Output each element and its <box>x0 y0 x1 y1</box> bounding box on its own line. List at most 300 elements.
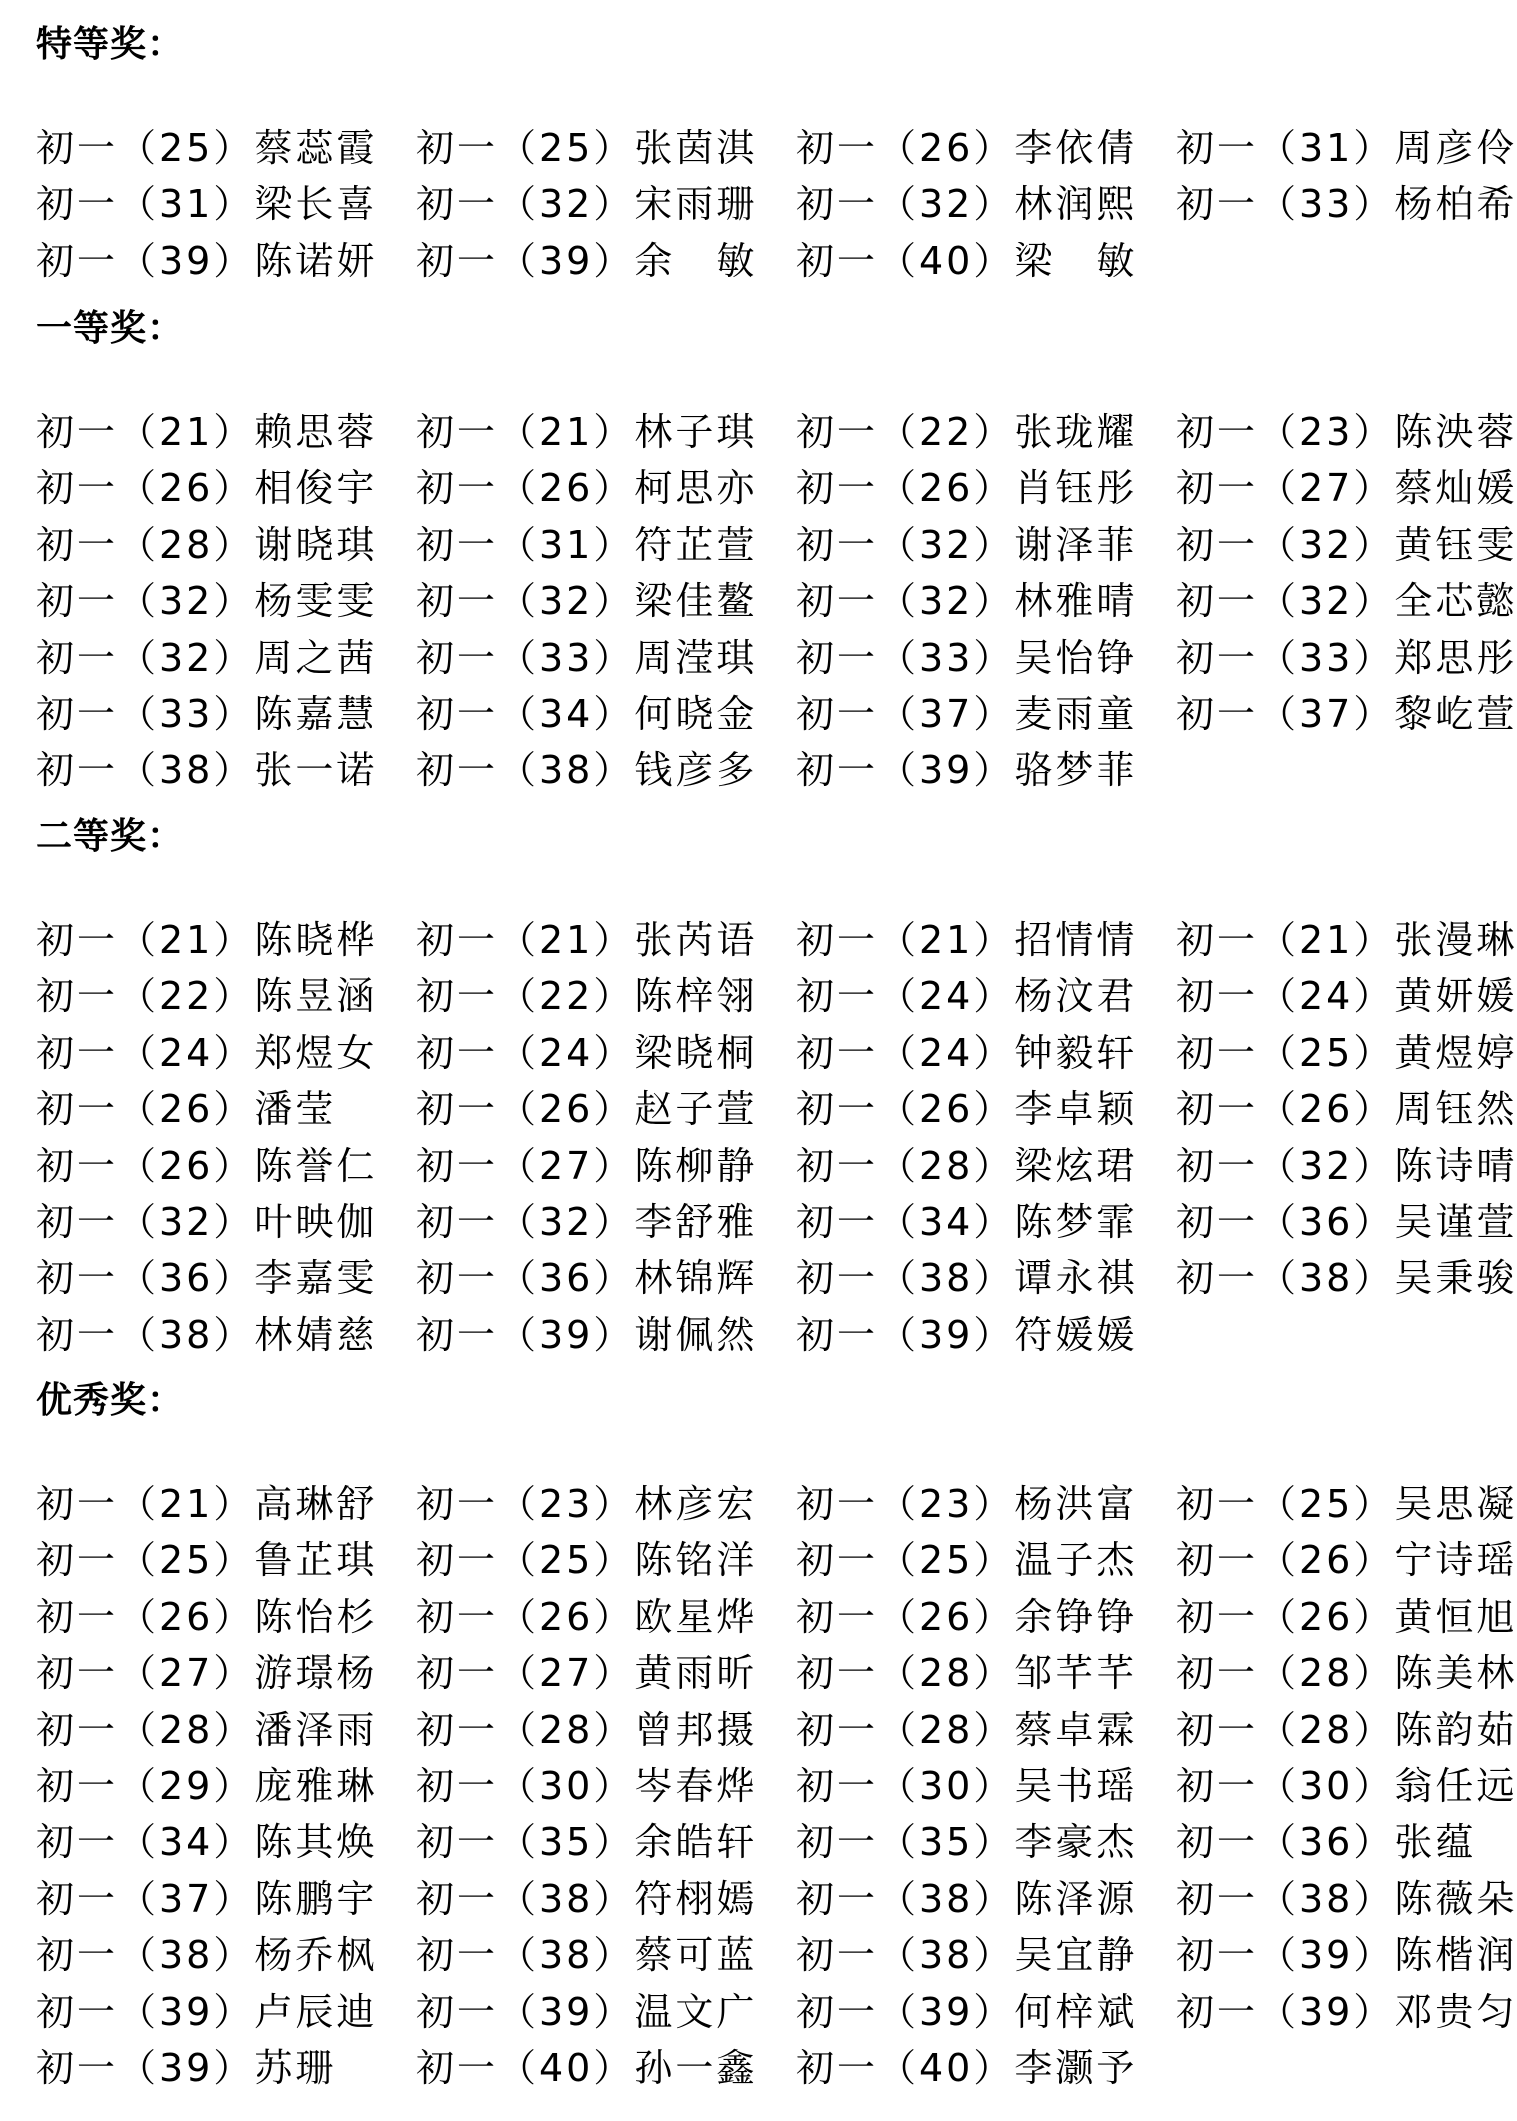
award-entry <box>416 634 757 682</box>
class-label: 初一（30） <box>416 1764 635 1808</box>
award-entry <box>36 1649 377 1697</box>
award-entry <box>36 1593 377 1641</box>
student-name: 翁任远 <box>1394 1764 1517 1808</box>
student-name: 符栩嫣 <box>634 1876 758 1921</box>
award-entry <box>796 1254 1137 1302</box>
award-entry <box>1176 1649 1517 1697</box>
class-label: 初一（39） <box>416 1312 635 1357</box>
student-name: 吴秉骏 <box>1394 1256 1517 1301</box>
class-label: 初一（29） <box>36 1764 255 1808</box>
student-name: 吴书瑶 <box>1014 1764 1138 1808</box>
class-label: 初一（32） <box>1176 522 1395 567</box>
award-entry <box>36 1988 377 2036</box>
award-entry <box>796 1480 1137 1528</box>
student-name: 岑春烨 <box>634 1764 758 1808</box>
award-entry <box>1176 180 1517 228</box>
award-entry <box>1176 408 1517 456</box>
class-label: 初一（39） <box>416 238 635 283</box>
student-name: 梁佳鳌 <box>634 579 758 624</box>
class-label: 初一（39） <box>416 1989 635 2034</box>
award-entry <box>796 1706 1137 1754</box>
award-entry <box>796 408 1137 456</box>
student-name: 杨汶君 <box>1014 974 1138 1019</box>
student-name: 张一诺 <box>254 748 378 793</box>
class-label: 初一（26） <box>796 1087 1015 1132</box>
award-entry <box>1176 690 1517 738</box>
award-entry <box>416 972 757 1020</box>
section-heading: 优秀奖： <box>36 1379 185 1421</box>
student-name: 邓贵匀 <box>1394 1989 1517 2034</box>
class-label: 初一（38） <box>796 1256 1015 1301</box>
award-entry <box>36 690 377 738</box>
student-name: 陈泽源 <box>1014 1876 1138 1921</box>
award-entry <box>796 1762 1137 1810</box>
class-label: 初一（39） <box>796 1989 1015 2034</box>
award-entry <box>416 1142 757 1190</box>
award-entry <box>796 1029 1137 1077</box>
award-entry <box>416 1931 757 1979</box>
class-label: 初一（32） <box>796 579 1015 624</box>
class-label: 初一（32） <box>36 1200 255 1244</box>
award-entry <box>796 1536 1137 1584</box>
class-label: 初一（22） <box>796 410 1015 454</box>
student-name: 庞雅琳 <box>254 1764 378 1808</box>
award-entry <box>796 1085 1137 1133</box>
award-entry <box>36 1875 377 1923</box>
class-label: 初一（26） <box>416 1087 635 1132</box>
class-label: 初一（32） <box>796 522 1015 567</box>
student-name: 张珑耀 <box>1014 410 1138 454</box>
student-name: 陈诗晴 <box>1394 1143 1517 1188</box>
award-entry <box>1176 1536 1517 1584</box>
award-entry <box>36 521 377 569</box>
class-label: 初一（25） <box>416 1538 635 1583</box>
class-label: 初一（38） <box>416 748 635 793</box>
award-entry <box>36 124 377 172</box>
award-entry <box>36 1818 377 1866</box>
award-entry <box>796 1931 1137 1979</box>
class-label: 初一（28） <box>36 522 255 567</box>
award-entry <box>416 577 757 625</box>
class-label: 初一（38） <box>1176 1256 1395 1301</box>
award-entry <box>1176 634 1517 682</box>
class-label: 初一（27） <box>416 1143 635 1188</box>
class-label: 初一（36） <box>1176 1820 1395 1865</box>
award-entry <box>1176 464 1517 512</box>
student-name: 蔡蕊霞 <box>254 126 378 170</box>
student-name: 谢泽菲 <box>1014 522 1138 567</box>
class-label: 初一（28） <box>1176 1651 1395 1696</box>
student-name: 潘泽雨 <box>254 1707 378 1752</box>
student-name: 李依倩 <box>1014 126 1138 170</box>
student-name: 鲁芷琪 <box>254 1538 378 1583</box>
award-entry <box>416 124 757 172</box>
student-name: 钟毅轩 <box>1014 1030 1138 1075</box>
award-entry <box>1176 1085 1517 1133</box>
student-name: 吴怡铮 <box>1014 635 1138 680</box>
award-entry <box>416 464 757 512</box>
student-name: 招情情 <box>1014 918 1138 962</box>
student-name: 陈梓翎 <box>634 974 758 1019</box>
class-label: 初一（33） <box>36 692 255 736</box>
student-name: 张芮语 <box>634 918 758 962</box>
class-label: 初一（30） <box>1176 1764 1395 1808</box>
student-name: 陈楷润 <box>1394 1933 1517 1978</box>
class-label: 初一（39） <box>796 748 1015 793</box>
class-label: 初一（26） <box>796 1594 1015 1639</box>
class-label: 初一（33） <box>796 635 1015 680</box>
student-name: 何晓金 <box>634 692 758 736</box>
student-name: 高琳舒 <box>254 1482 378 1526</box>
class-label: 初一（23） <box>796 1482 1015 1526</box>
section-heading: 一等奖： <box>36 307 185 349</box>
award-entry <box>1176 521 1517 569</box>
award-entry <box>36 1931 377 1979</box>
class-label: 初一（25） <box>36 126 255 170</box>
class-label: 初一（38） <box>796 1933 1015 1978</box>
award-entry <box>1176 1875 1517 1923</box>
student-name: 张漫琳 <box>1394 918 1517 962</box>
award-entry <box>36 180 377 228</box>
award-entry <box>36 916 377 964</box>
award-entry <box>416 1593 757 1641</box>
award-entry <box>796 972 1137 1020</box>
class-label: 初一（39） <box>36 1989 255 2034</box>
award-entry <box>416 237 757 285</box>
award-entry <box>36 1198 377 1246</box>
class-label: 初一（21） <box>36 918 255 962</box>
class-label: 初一（39） <box>1176 1989 1395 2034</box>
award-entry <box>36 1142 377 1190</box>
class-label: 初一（25） <box>36 1538 255 1583</box>
class-label: 初一（26） <box>1176 1594 1395 1639</box>
student-name: 黎屹萱 <box>1394 692 1517 736</box>
class-label: 初一（28） <box>36 1707 255 1752</box>
award-entry <box>416 1198 757 1246</box>
award-entry <box>1176 1142 1517 1190</box>
student-name: 邹芊芊 <box>1014 1651 1138 1696</box>
student-name: 陈其焕 <box>254 1820 378 1865</box>
student-name: 梁长喜 <box>254 182 378 227</box>
class-label: 初一（38） <box>796 1876 1015 1921</box>
class-label: 初一（26） <box>36 1143 255 1188</box>
award-entry <box>416 521 757 569</box>
student-name: 周彦伶 <box>1394 126 1517 170</box>
student-name: 周滢琪 <box>634 635 758 680</box>
student-name: 欧星烨 <box>634 1594 758 1639</box>
student-name: 潘莹 <box>254 1087 337 1132</box>
section-heading: 特等奖： <box>36 23 185 65</box>
class-label: 初一（22） <box>36 974 255 1019</box>
award-entry <box>1176 972 1517 1020</box>
student-name: 李卓颖 <box>1014 1087 1138 1132</box>
class-label: 初一（38） <box>1176 1876 1395 1921</box>
student-name: 周之茜 <box>254 635 378 680</box>
student-name: 陈梦霏 <box>1014 1200 1138 1244</box>
award-entry <box>796 1142 1137 1190</box>
student-name: 陈泱蓉 <box>1394 410 1517 454</box>
student-name: 蔡卓霖 <box>1014 1707 1138 1752</box>
student-name: 陈嘉慧 <box>254 692 378 736</box>
student-name: 宁诗瑶 <box>1394 1538 1517 1583</box>
award-entry <box>36 1762 377 1810</box>
class-label: 初一（39） <box>796 1312 1015 1357</box>
student-name: 李灏予 <box>1014 2046 1138 2090</box>
student-name: 黄钰雯 <box>1394 522 1517 567</box>
class-label: 初一（32） <box>416 1200 635 1244</box>
class-label: 初一（26） <box>1176 1087 1395 1132</box>
class-label: 初一（38） <box>416 1933 635 1978</box>
award-entry <box>796 1988 1137 2036</box>
award-entry <box>1176 916 1517 964</box>
student-name: 陈韵茹 <box>1394 1707 1517 1752</box>
award-entry <box>36 2044 336 2092</box>
class-label: 初一（27） <box>1176 466 1395 511</box>
award-entry <box>1176 1931 1517 1979</box>
student-name: 余皓轩 <box>634 1820 758 1865</box>
award-entry <box>416 916 757 964</box>
class-label: 初一（25） <box>1176 1482 1395 1526</box>
class-label: 初一（26） <box>416 1594 635 1639</box>
award-entry <box>1176 1029 1517 1077</box>
class-label: 初一（28） <box>416 1707 635 1752</box>
student-name: 谢佩然 <box>634 1312 758 1357</box>
class-label: 初一（26） <box>796 466 1015 511</box>
award-entry <box>1176 1254 1517 1302</box>
student-name: 赵子萱 <box>634 1087 758 1132</box>
class-label: 初一（37） <box>1176 692 1395 736</box>
class-label: 初一（33） <box>1176 182 1395 227</box>
student-name: 陈鹏宇 <box>254 1876 378 1921</box>
student-name: 蔡灿媛 <box>1394 466 1517 511</box>
award-entry <box>1176 1818 1476 1866</box>
student-name: 陈誉仁 <box>254 1143 378 1188</box>
award-entry <box>416 1875 757 1923</box>
student-name: 杨雯雯 <box>254 579 378 624</box>
award-entry <box>36 634 377 682</box>
class-label: 初一（32） <box>416 579 635 624</box>
student-name: 黄雨昕 <box>634 1651 758 1696</box>
student-name: 梁晓桐 <box>634 1030 758 1075</box>
student-name: 蔡可蓝 <box>634 1933 758 1978</box>
student-name: 郑煜女 <box>254 1030 378 1075</box>
student-name: 孙一鑫 <box>634 2046 758 2090</box>
student-name: 黄妍媛 <box>1394 974 1517 1019</box>
class-label: 初一（24） <box>1176 974 1395 1019</box>
award-entry <box>796 1818 1137 1866</box>
award-entry <box>416 1536 757 1584</box>
class-label: 初一（38） <box>36 748 255 793</box>
class-label: 初一（36） <box>36 1256 255 1301</box>
award-entry <box>796 1311 1137 1359</box>
class-label: 初一（21） <box>1176 918 1395 962</box>
class-label: 初一（27） <box>416 1651 635 1696</box>
student-name: 赖思蓉 <box>254 410 378 454</box>
class-label: 初一（22） <box>416 974 635 1019</box>
student-name: 林润熙 <box>1014 182 1138 227</box>
class-label: 初一（28） <box>796 1143 1015 1188</box>
award-entry <box>36 1085 336 1133</box>
award-entry <box>416 1480 757 1528</box>
student-name: 宋雨珊 <box>634 182 758 227</box>
class-label: 初一（26） <box>796 126 1015 170</box>
student-name: 温子杰 <box>1014 1538 1138 1583</box>
student-name: 郑思彤 <box>1394 635 1517 680</box>
student-name: 符芷萱 <box>634 522 758 567</box>
student-name: 杨乔枫 <box>254 1933 378 1978</box>
award-entry <box>1176 124 1517 172</box>
student-name: 陈美林 <box>1394 1651 1517 1696</box>
student-name: 林锦辉 <box>634 1256 758 1301</box>
student-name: 吴谨萱 <box>1394 1200 1517 1244</box>
award-entry <box>36 1536 377 1584</box>
award-entry <box>416 1649 757 1697</box>
class-label: 初一（26） <box>36 466 255 511</box>
student-name: 温文广 <box>634 1989 758 2034</box>
student-name: 黄恒旭 <box>1394 1594 1517 1639</box>
class-label: 初一（39） <box>36 238 255 283</box>
class-label: 初一（35） <box>416 1820 635 1865</box>
student-name: 周钰然 <box>1394 1087 1517 1132</box>
award-entry <box>36 464 377 512</box>
student-name: 吴思凝 <box>1394 1482 1517 1526</box>
award-entry <box>36 1706 377 1754</box>
student-name: 陈薇朵 <box>1394 1876 1517 1921</box>
student-name: 谢晓琪 <box>254 522 378 567</box>
student-name: 符媛媛 <box>1014 1312 1138 1357</box>
award-entry <box>796 634 1137 682</box>
student-name: 叶映伽 <box>254 1200 378 1244</box>
student-name: 何梓斌 <box>1014 1989 1138 2034</box>
class-label: 初一（21） <box>36 410 255 454</box>
class-label: 初一（33） <box>1176 635 1395 680</box>
award-entry <box>416 1311 757 1359</box>
award-entry <box>1176 577 1517 625</box>
award-entry <box>36 408 377 456</box>
award-entry <box>1176 1988 1517 2036</box>
student-name: 钱彦多 <box>634 748 758 793</box>
class-label: 初一（40） <box>796 2046 1015 2090</box>
student-name: 陈晓桦 <box>254 918 378 962</box>
class-label: 初一（26） <box>1176 1538 1395 1583</box>
award-entry <box>1176 1593 1517 1641</box>
class-label: 初一（26） <box>36 1594 255 1639</box>
student-name: 杨洪富 <box>1014 1482 1138 1526</box>
section-heading: 二等奖： <box>36 815 185 857</box>
student-name: 杨柏希 <box>1394 182 1517 227</box>
class-label: 初一（32） <box>1176 579 1395 624</box>
student-name: 骆梦菲 <box>1014 748 1138 793</box>
award-entry <box>416 1762 757 1810</box>
class-label: 初一（21） <box>416 918 635 962</box>
class-label: 初一（25） <box>1176 1030 1395 1075</box>
class-label: 初一（32） <box>36 579 255 624</box>
class-label: 初一（34） <box>796 1200 1015 1244</box>
class-label: 初一（23） <box>1176 410 1395 454</box>
award-entry <box>796 1649 1137 1697</box>
class-label: 初一（40） <box>796 238 1015 283</box>
class-label: 初一（39） <box>1176 1933 1395 1978</box>
class-label: 初一（30） <box>796 1764 1015 1808</box>
award-entry <box>416 1254 757 1302</box>
student-name: 全芯懿 <box>1394 579 1517 624</box>
class-label: 初一（39） <box>36 2046 255 2090</box>
student-name: 余 敏 <box>634 238 758 283</box>
student-name: 余铮铮 <box>1014 1594 1138 1639</box>
award-entry <box>36 1311 377 1359</box>
award-entry <box>416 746 757 794</box>
award-entry <box>1176 1198 1517 1246</box>
class-label: 初一（21） <box>796 918 1015 962</box>
award-entry <box>416 180 757 228</box>
class-label: 初一（36） <box>416 1256 635 1301</box>
award-entry <box>796 124 1137 172</box>
student-name: 林雅晴 <box>1014 579 1138 624</box>
student-name: 陈怡杉 <box>254 1594 378 1639</box>
award-entry <box>416 1988 757 2036</box>
award-entry <box>416 1818 757 1866</box>
student-name: 林彦宏 <box>634 1482 758 1526</box>
student-name: 梁 敏 <box>1014 238 1138 283</box>
award-entry <box>796 521 1137 569</box>
student-name: 麦雨童 <box>1014 692 1138 736</box>
student-name: 陈铭洋 <box>634 1538 758 1583</box>
student-name: 张茵淇 <box>634 126 758 170</box>
award-entry <box>36 237 377 285</box>
class-label: 初一（40） <box>416 2046 635 2090</box>
student-name: 李嘉雯 <box>254 1256 378 1301</box>
class-label: 初一（31） <box>1176 126 1395 170</box>
class-label: 初一（38） <box>416 1876 635 1921</box>
class-label: 初一（32） <box>416 182 635 227</box>
student-name: 卢辰迪 <box>254 1989 378 2034</box>
student-name: 吴宜静 <box>1014 1933 1138 1978</box>
student-name: 陈昱涵 <box>254 974 378 1019</box>
award-entry <box>36 577 377 625</box>
award-entry <box>36 1480 377 1528</box>
class-label: 初一（27） <box>36 1651 255 1696</box>
student-name: 柯思亦 <box>634 466 758 511</box>
award-entry <box>1176 1706 1517 1754</box>
class-label: 初一（34） <box>416 692 635 736</box>
award-entry <box>796 746 1137 794</box>
class-label: 初一（21） <box>416 410 635 454</box>
class-label: 初一（26） <box>36 1087 255 1132</box>
award-entry <box>796 180 1137 228</box>
class-label: 初一（36） <box>1176 1200 1395 1244</box>
award-entry <box>416 1029 757 1077</box>
student-name: 陈诺妍 <box>254 238 378 283</box>
class-label: 初一（31） <box>416 522 635 567</box>
award-entry <box>416 1085 757 1133</box>
class-label: 初一（32） <box>36 635 255 680</box>
award-entry <box>416 1706 757 1754</box>
class-label: 初一（26） <box>416 466 635 511</box>
class-label: 初一（34） <box>36 1820 255 1865</box>
award-entry <box>1176 1480 1517 1528</box>
class-label: 初一（25） <box>796 1538 1015 1583</box>
student-name: 李舒雅 <box>634 1200 758 1244</box>
class-label: 初一（21） <box>36 1482 255 1526</box>
student-name: 苏珊 <box>254 2046 337 2090</box>
award-entry <box>796 1875 1137 1923</box>
class-label: 初一（24） <box>796 1030 1015 1075</box>
class-label: 初一（32） <box>796 182 1015 227</box>
class-label: 初一（31） <box>36 182 255 227</box>
class-label: 初一（37） <box>36 1876 255 1921</box>
class-label: 初一（38） <box>36 1312 255 1357</box>
class-label: 初一（28） <box>1176 1707 1395 1752</box>
